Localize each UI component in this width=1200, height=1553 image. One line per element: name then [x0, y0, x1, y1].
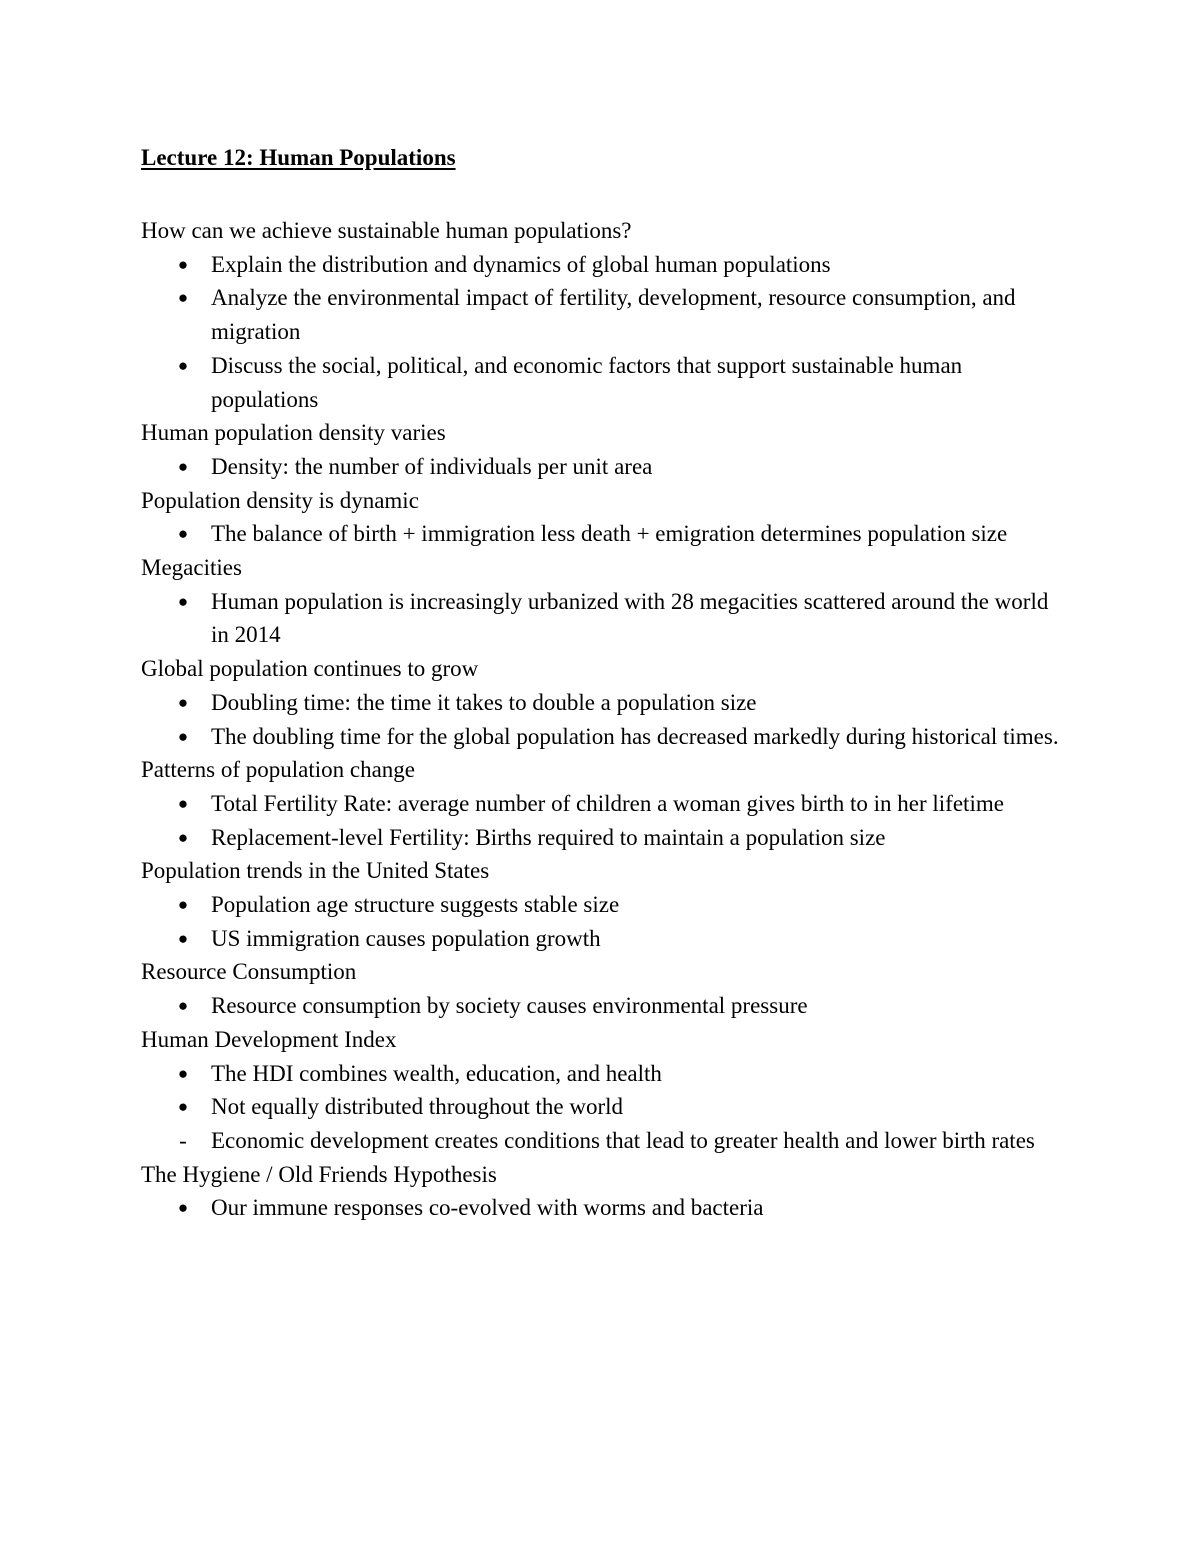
section-patterns: [141, 753, 1061, 854]
bullet-list: [141, 787, 1061, 854]
bullet-icon: ●: [177, 928, 189, 948]
list-item: [141, 787, 1061, 821]
list-item-text: The HDI combines wealth, education, and health: [211, 1060, 662, 1086]
list-item-text: Doubling time: the time it takes to double a population size: [211, 689, 757, 715]
document-title: Lecture 12: Human Populations: [141, 145, 456, 170]
section-heading: How can we achieve sustainable human populations?: [141, 218, 632, 243]
list-item: [141, 922, 1061, 956]
bullet-icon: ●: [177, 456, 189, 476]
section-global-growth: [141, 652, 1061, 753]
list-item: [141, 720, 1061, 754]
bullet-list: [141, 686, 1061, 753]
list-item: [141, 686, 1061, 720]
list-item: [141, 517, 1061, 551]
bullet-icon: ●: [177, 726, 189, 746]
document-page: [141, 140, 1061, 1225]
section-hygiene-hypothesis: [141, 1158, 1061, 1225]
bullet-icon: ●: [177, 254, 189, 274]
list-item-text: Our immune responses co-evolved with worms and bacteria: [211, 1195, 764, 1221]
bullet-icon: ●: [177, 793, 189, 813]
list-item: [141, 450, 1061, 484]
list-item-text: The balance of birth + immigration less death + emigration determines population size: [211, 521, 1008, 547]
list-item: [141, 821, 1061, 855]
list-item-text: Population age structure suggests stable size: [211, 892, 620, 918]
list-item: [141, 1090, 1061, 1124]
section-heading: Global population continues to grow: [141, 656, 479, 682]
bullet-icon: ●: [177, 288, 189, 308]
bullet-icon: ●: [177, 524, 189, 544]
bullet-list: [141, 1057, 1061, 1158]
list-item: [141, 1057, 1061, 1091]
bullet-icon: ●: [177, 355, 189, 375]
bullet-icon: ●: [177, 1097, 189, 1117]
bullet-list: [141, 989, 1061, 1023]
section-hdi: [141, 1023, 1061, 1158]
list-item-text: The doubling time for the global population has decreased markedly during historical times.: [211, 723, 1059, 749]
bullet-list: [141, 585, 1061, 652]
list-item: [141, 1191, 1061, 1225]
bullet-list: [141, 450, 1061, 484]
section-heading: The Hygiene / Old Friends Hypothesis: [141, 1161, 497, 1187]
list-item-text: Explain the distribution and dynamics of global human populations: [211, 251, 831, 277]
bullet-icon: ●: [177, 996, 189, 1016]
list-item: [141, 1124, 1061, 1158]
list-item-text: Analyze the environmental impact of fertility, development, resource consumption, and migration: [211, 285, 1016, 345]
list-item-text: Discuss the social, political, and economic factors that support sustainable human populations: [211, 352, 963, 412]
list-item: [141, 585, 1061, 652]
section-heading: Megacities: [141, 555, 242, 581]
bullet-icon: ●: [177, 692, 189, 712]
list-item: [141, 281, 1061, 348]
section-heading: Population density is dynamic: [141, 487, 419, 513]
section-heading: Patterns of population change: [141, 757, 416, 783]
section-us-trends: [141, 854, 1061, 955]
section-objectives: [141, 214, 1061, 416]
list-item: [141, 248, 1061, 282]
section-heading: Resource Consumption: [141, 959, 357, 985]
list-item-text: Density: the number of individuals per unit area: [211, 453, 653, 479]
list-item-text: Resource consumption by society causes environmental pressure: [211, 993, 808, 1019]
bullet-icon: ●: [177, 1198, 189, 1218]
bullet-list: [141, 248, 1061, 417]
list-item: [141, 989, 1061, 1023]
section-resource-consumption: [141, 955, 1061, 1022]
section-density-dynamic: [141, 484, 1061, 551]
list-item: [141, 888, 1061, 922]
list-item: [141, 349, 1061, 416]
bullet-list: [141, 888, 1061, 955]
section-heading: Human population density varies: [141, 420, 446, 446]
section-megacities: [141, 551, 1061, 652]
list-item-text: Replacement-level Fertility: Births required to maintain a population size: [211, 824, 886, 850]
list-item-text: US immigration causes population growth: [211, 925, 601, 951]
section-density-varies: [141, 416, 1061, 483]
bullet-list: [141, 1191, 1061, 1225]
bullet-list: [141, 517, 1061, 551]
list-item-text: Economic development creates conditions that lead to greater health and lower birth rates: [211, 1127, 1035, 1153]
section-heading: Human Development Index: [141, 1026, 397, 1052]
list-item-text: Not equally distributed throughout the world: [211, 1094, 624, 1120]
dash-icon: -: [179, 1127, 187, 1153]
bullet-icon: ●: [177, 591, 189, 611]
bullet-icon: ●: [177, 895, 189, 915]
bullet-icon: ●: [177, 827, 189, 847]
list-item-text: Human population is increasingly urbanized with 28 megacities scattered around the world in 2014: [211, 588, 1049, 648]
section-heading: Population trends in the United States: [141, 858, 490, 884]
list-item-text: Total Fertility Rate: average number of children a woman gives birth to in her lifetime: [211, 790, 1004, 816]
bullet-icon: ●: [177, 1063, 189, 1083]
